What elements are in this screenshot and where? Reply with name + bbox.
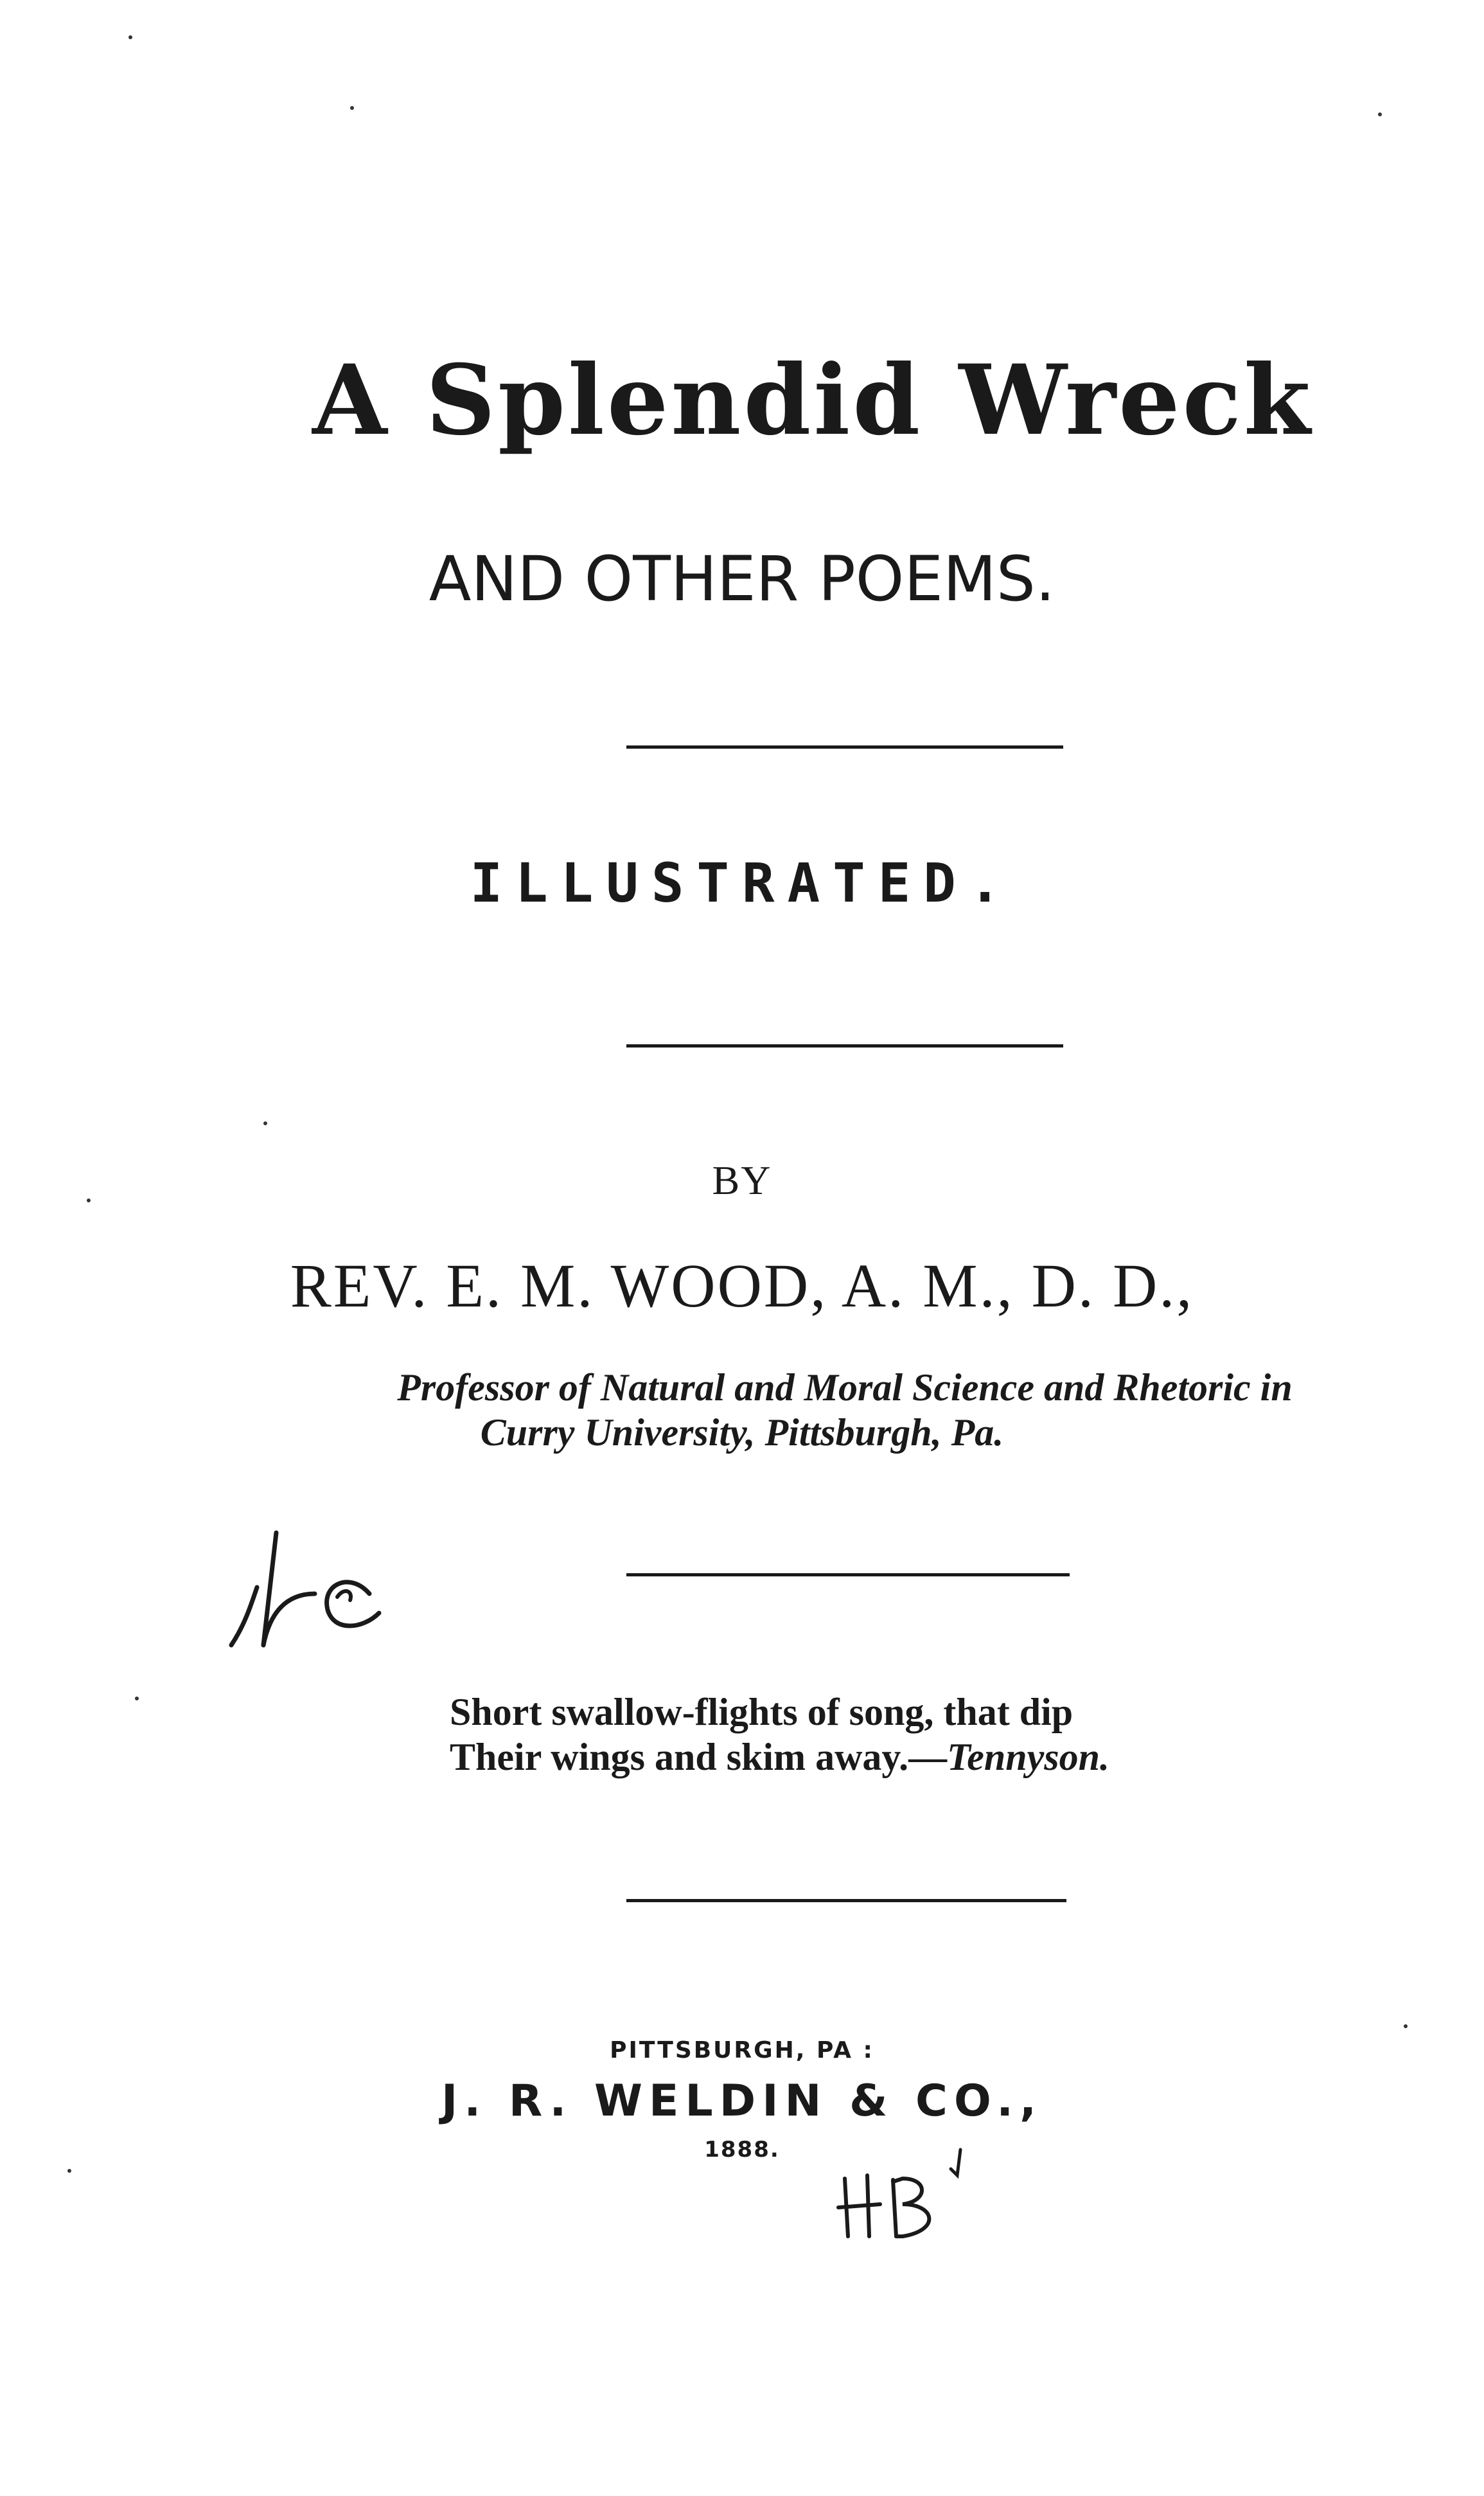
imprint-publisher: J. R. WELDIN & CO., [441, 2076, 1043, 2126]
by-label: BY [712, 1157, 772, 1203]
divider-rule [626, 1044, 1063, 1047]
scan-speck [128, 35, 132, 39]
scan-speck [1378, 112, 1382, 116]
book-title: A Splendid Wreck [312, 344, 1313, 457]
imprint-city: PITTSBURGH, PA : [610, 2037, 874, 2064]
book-subtitle: AND OTHER POEMS. [428, 543, 1056, 615]
author-affiliation-line1: Professor of Natural and Moral Science and Rhetoric in [397, 1366, 1293, 1409]
scan-speck [350, 106, 354, 110]
scan-speck [87, 1199, 91, 1202]
epigraph-line2 [450, 1735, 1109, 1779]
scan-speck [1404, 2024, 1408, 2028]
scan-speck [67, 2169, 71, 2173]
divider-rule [626, 1573, 1070, 1576]
epigraph-attribution: Tennyson. [947, 1736, 1109, 1778]
author-affiliation-line2: Curry University, Pittsburgh, Pa. [480, 1411, 1004, 1454]
epigraph-line2-text: Their wings and skim away.— [450, 1736, 948, 1778]
handwritten-note-left [225, 1523, 392, 1671]
epigraph-line1: Short swallow-flights of song, that dip [450, 1691, 1073, 1733]
imprint-year: 1888. [704, 2137, 780, 2162]
divider-rule [626, 745, 1063, 749]
author-name: REV. E. M. WOOD, A. M., D. D., [290, 1251, 1194, 1320]
divider-rule [626, 1899, 1066, 1902]
scan-speck [135, 1697, 139, 1700]
illustrated-label: ILLUSTRATED. [470, 851, 1014, 914]
scan-speck [263, 1121, 267, 1125]
handwritten-note-bottom [832, 2140, 980, 2249]
